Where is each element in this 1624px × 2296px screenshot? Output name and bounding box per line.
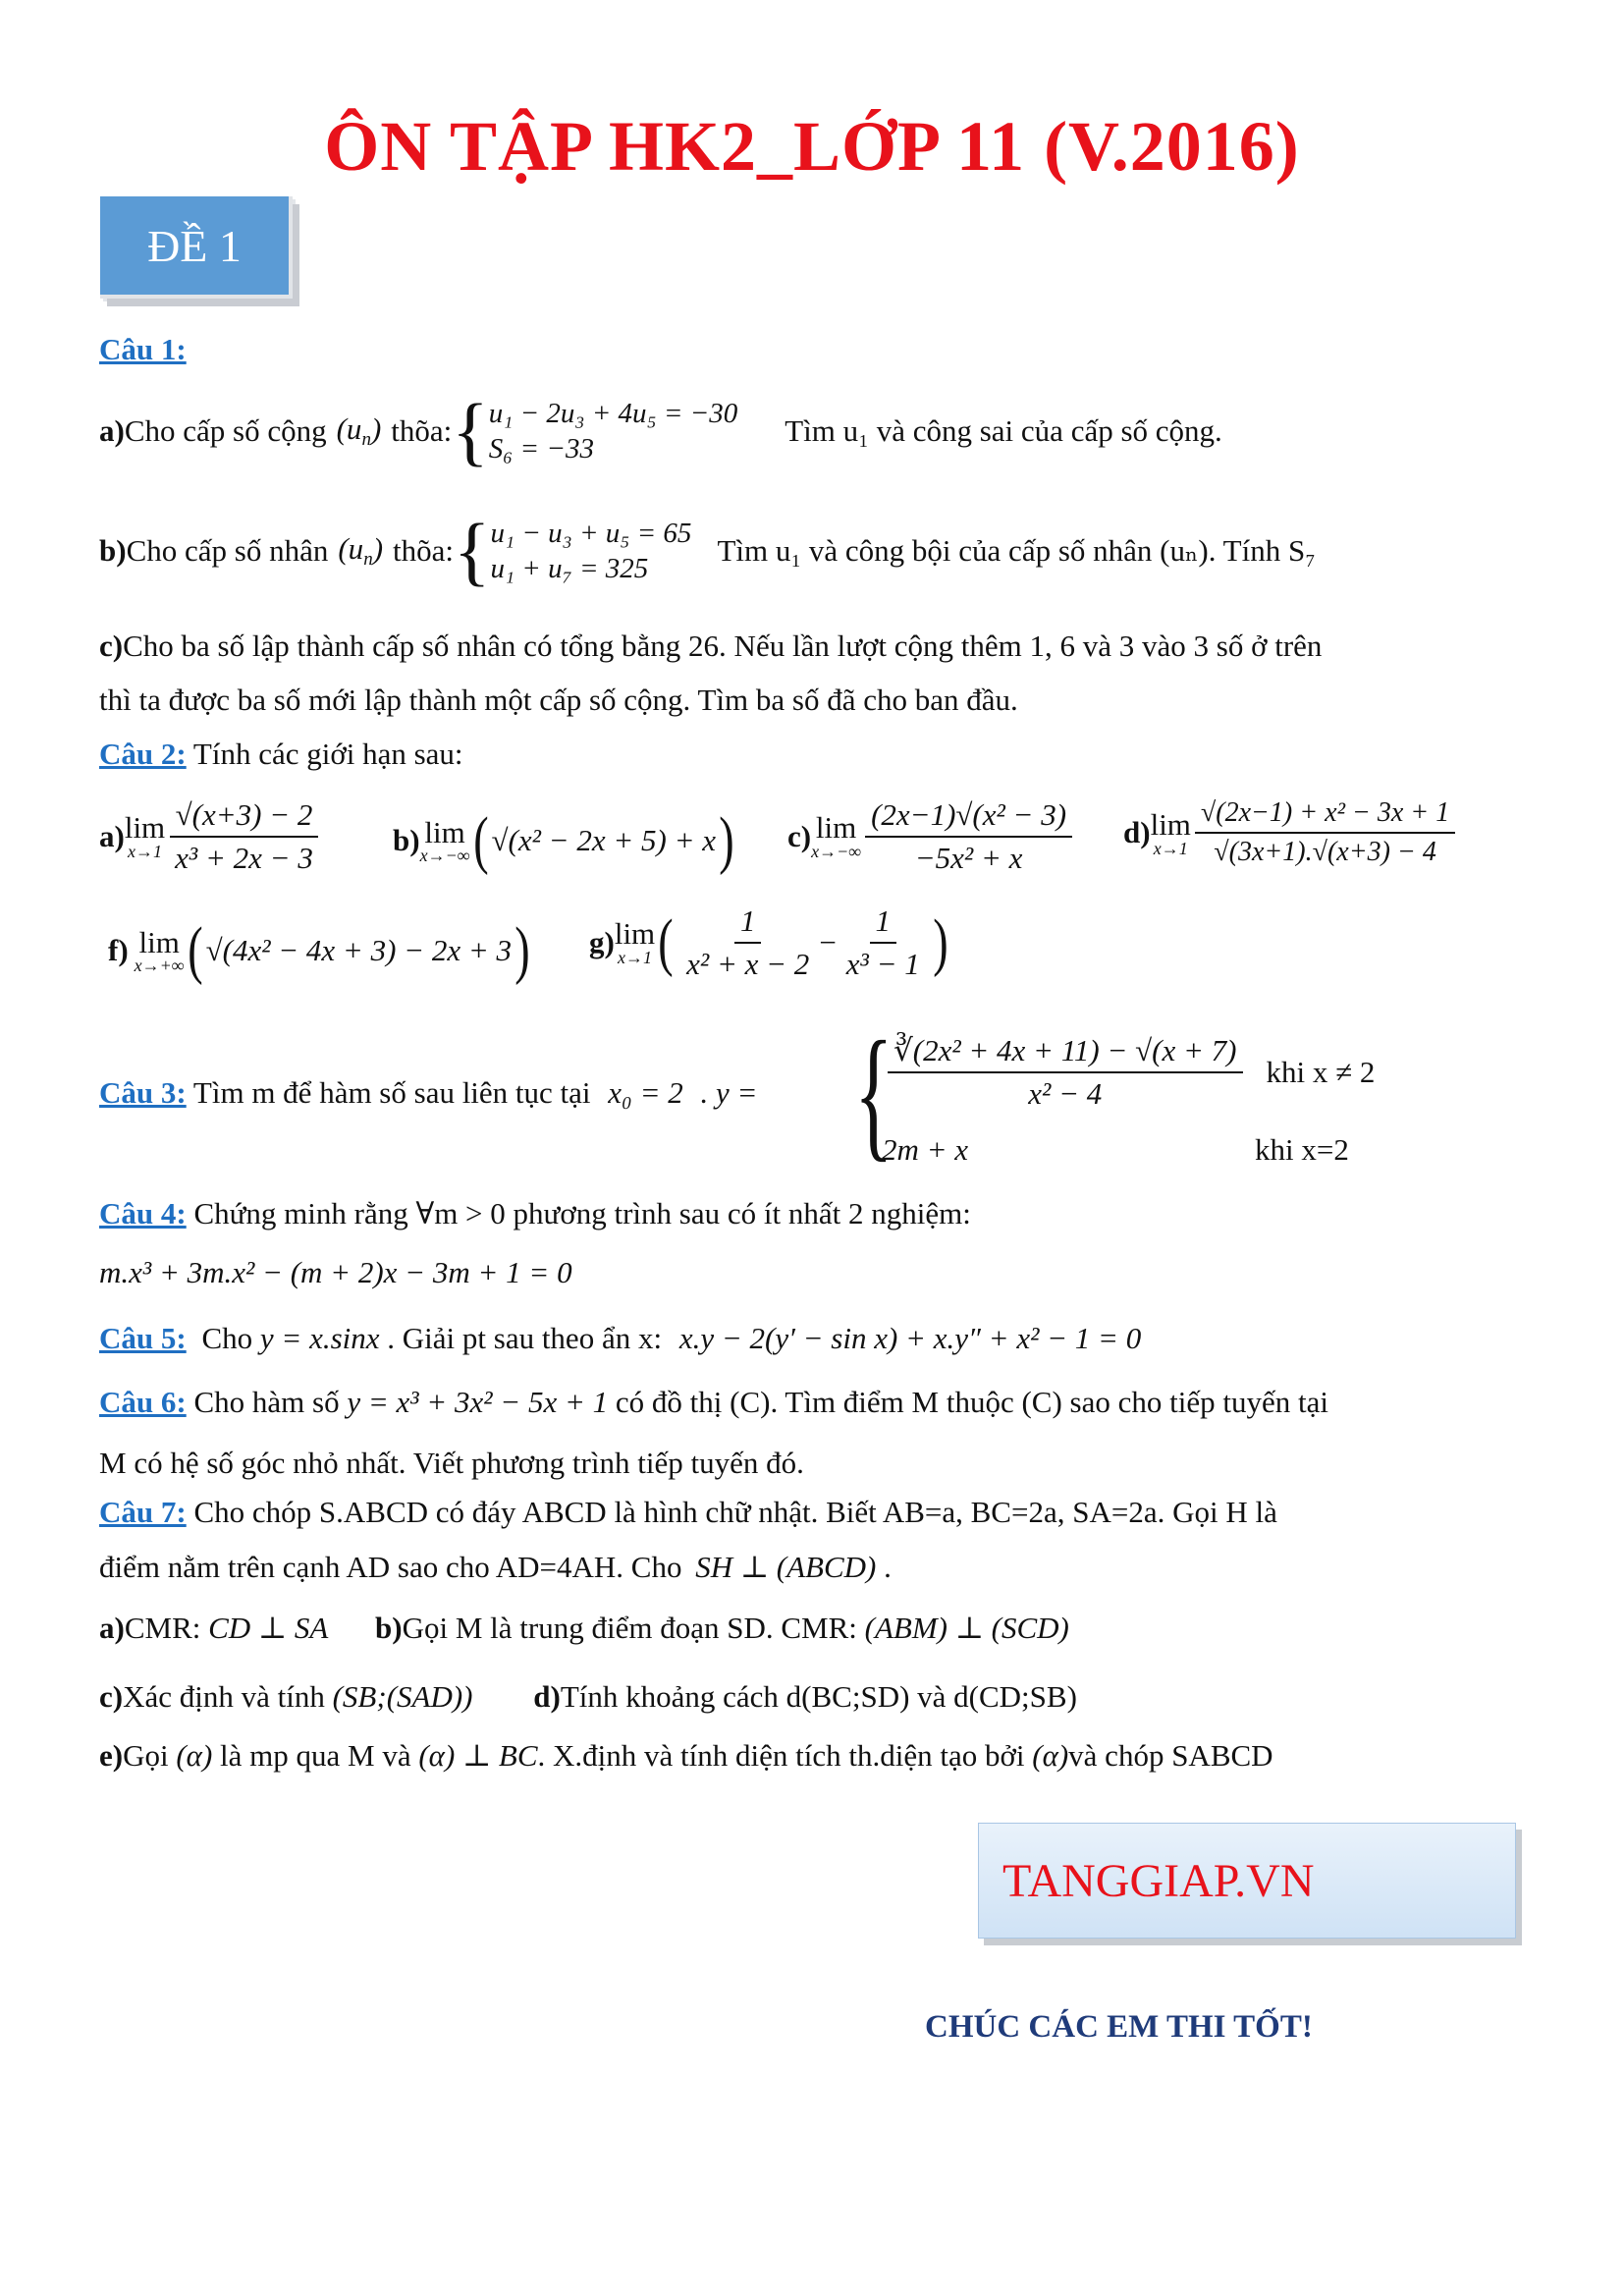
paren-open: ( bbox=[658, 905, 674, 978]
cau7-a-label: a) bbox=[99, 1611, 125, 1645]
cau5-label: Câu 5: bbox=[99, 1321, 187, 1355]
cau6-label: Câu 6: bbox=[99, 1385, 187, 1419]
cau1-label: Câu 1: bbox=[99, 332, 187, 366]
paren-close: ) bbox=[933, 905, 948, 978]
lim-word: lim bbox=[424, 814, 465, 849]
frac-num: (2x−1)√(x² − 3) bbox=[865, 797, 1072, 838]
cau7-cd bbox=[99, 1679, 1077, 1715]
exam-label-box bbox=[100, 196, 293, 299]
frac-num: 1 bbox=[870, 903, 897, 944]
cau1-a-eq2: S₆ = −33 bbox=[488, 433, 594, 465]
cau7-e-alpha: (α) bbox=[176, 1738, 213, 1773]
cau7-e-alpha2: (α) bbox=[1032, 1738, 1069, 1773]
cau2-f-label: f) bbox=[108, 933, 129, 968]
cau7-e-text4: và chóp SABCD bbox=[1068, 1738, 1273, 1773]
paren-close: ) bbox=[719, 804, 734, 876]
cau2-c bbox=[787, 797, 1076, 875]
cau1-b-brace: { bbox=[454, 508, 491, 593]
lim-sub: x→1 bbox=[1153, 838, 1188, 858]
cau7-line2-math: SH ⊥ (ABCD) bbox=[695, 1550, 877, 1584]
cau2-c-label: c) bbox=[787, 818, 812, 853]
cau7-e-text2: là mp qua M và bbox=[220, 1738, 411, 1773]
lim-word: lim bbox=[614, 916, 656, 952]
cau1-c-line2: thì ta được ba số mới lập thành một cấp số cộng. Tìm ba số đã cho ban đầu. bbox=[99, 683, 1018, 717]
cau7-e-text3: . X.định và tính diện tích th.diện tạo bởi bbox=[537, 1738, 1025, 1773]
cau7-e-label: e) bbox=[99, 1738, 124, 1773]
cau2-g bbox=[589, 903, 951, 981]
minus-sign: − bbox=[819, 924, 837, 959]
lim-word: lim bbox=[138, 924, 180, 959]
cau1-b-label: b) bbox=[99, 533, 127, 569]
lim-sub: x→+∞ bbox=[134, 956, 185, 976]
cau7-e bbox=[99, 1738, 1273, 1774]
cau3-case1-cond: khi x ≠ 2 bbox=[1266, 1054, 1376, 1089]
frac-den: x³ − 1 bbox=[845, 946, 920, 981]
cau1-a-eq1: u₁ − 2u₃ + 4u₅ = −30 bbox=[488, 397, 738, 429]
cau3-brace: { bbox=[854, 1011, 893, 1175]
cau3-case1-frac bbox=[888, 1033, 1243, 1111]
cau1-b-seq: $(u_n)$ bbox=[338, 531, 384, 571]
cau7-a-text: CMR: bbox=[124, 1611, 201, 1645]
cau7-c-text: Xác định và tính bbox=[123, 1679, 325, 1714]
cau7-ab bbox=[99, 1611, 1069, 1646]
cau4-label: Câu 4: bbox=[99, 1196, 187, 1230]
cau3-text: Tìm m để hàm số sau liên tục tại bbox=[192, 1075, 591, 1110]
paren-open: ( bbox=[187, 914, 203, 986]
cau6-line2: M có hệ số góc nhỏ nhất. Viết phương trình tiếp tuyến đó. bbox=[99, 1446, 804, 1480]
cau2-d-lim bbox=[1151, 807, 1191, 858]
cau1-a-thoa: thõa: bbox=[391, 413, 453, 449]
cau7-line1 bbox=[99, 1495, 1277, 1530]
lim-sub: x→1 bbox=[618, 948, 652, 968]
lim-sub: x→−∞ bbox=[811, 842, 862, 862]
cau2-a-lim bbox=[125, 810, 165, 861]
cau7-d-text: Tính khoảng cách d(BC;SD) và d(CD;SB) bbox=[560, 1679, 1077, 1714]
cau1-a-find: Tìm u₁ và công sai của cấp số cộng. bbox=[785, 413, 1222, 449]
cau6-func: y = x³ + 3x² − 5x + 1 bbox=[347, 1385, 609, 1419]
cau2-d-label: d) bbox=[1123, 815, 1151, 850]
cau1-a-label: a) bbox=[99, 413, 125, 449]
cau2-g-frac2 bbox=[840, 903, 926, 981]
cau7-e-text1: Gọi bbox=[123, 1738, 169, 1773]
cau2-g-lim bbox=[615, 916, 655, 967]
cau2-label: Câu 2: bbox=[99, 737, 187, 771]
cau1-c-text1: Cho ba số lập thành cấp số nhân có tổng bằng 26. Nếu lần lượt cộng thêm 1, 6 và 3 vào 3 số ở trên bbox=[123, 629, 1323, 663]
cau7-label: Câu 7: bbox=[99, 1495, 187, 1529]
cau2-f-expr: √(4x² − 4x + 3) − 2x + 3 bbox=[205, 933, 513, 968]
cau2-a-label: a) bbox=[99, 818, 125, 853]
cau6-text2: có đồ thị (C). Tìm điểm M thuộc (C) sao cho tiếp tuyến tại bbox=[615, 1385, 1328, 1419]
cau7-b-text: Gọi M là trung điểm đoạn SD. CMR: bbox=[402, 1611, 857, 1645]
cau1-a-brace: { bbox=[452, 388, 489, 473]
cau3-label: Câu 3: bbox=[99, 1075, 187, 1110]
cau7-d-label: d) bbox=[533, 1679, 561, 1714]
lim-sub: x→−∞ bbox=[419, 846, 470, 866]
cau5-text1: Cho bbox=[201, 1321, 253, 1355]
cau2-c-frac bbox=[865, 797, 1072, 875]
cau3-x0: x₀ = 2 bbox=[608, 1075, 683, 1110]
cau1-b-thoa: thõa: bbox=[393, 533, 455, 569]
frac-den: x³ + 2x − 3 bbox=[175, 840, 313, 875]
cau2-f-lim bbox=[135, 925, 185, 976]
cau1-b-find: Tìm u₁ và công bội của cấp số nhân (uₙ). Tính S₇ bbox=[717, 533, 1316, 569]
cau5-line bbox=[99, 1321, 1141, 1356]
frac-den: x² − 4 bbox=[1028, 1075, 1103, 1111]
cau4-line bbox=[99, 1196, 971, 1231]
cau2-heading bbox=[99, 737, 463, 772]
closing-message: CHÚC CÁC EM THI TỐT! bbox=[925, 2009, 1313, 2045]
cau2-d bbox=[1123, 797, 1459, 868]
cau1-a-system bbox=[489, 396, 738, 467]
cau6-line1 bbox=[99, 1385, 1328, 1420]
cau1-b-text: Cho cấp số nhân bbox=[126, 533, 329, 569]
cau5-text2: . Giải pt sau theo ẩn x: bbox=[387, 1321, 663, 1355]
cau1-a-seq: $(u_n)$ bbox=[336, 411, 382, 451]
cau7-c-math: (SB;(SAD)) bbox=[332, 1679, 473, 1714]
cau1-heading bbox=[99, 332, 187, 367]
cau2-c-lim bbox=[811, 810, 861, 861]
cau1-b bbox=[99, 508, 1316, 593]
cau5-func: y = x.sinx bbox=[259, 1321, 380, 1355]
cau7-c-label: c) bbox=[99, 1679, 124, 1714]
cau4-equation: m.x³ + 3m.x² − (m + 2)x − 3m + 1 = 0 bbox=[99, 1255, 572, 1289]
cau1-a bbox=[99, 388, 1222, 473]
cau2-f bbox=[108, 913, 533, 988]
cau3-case2-cond: khi x=2 bbox=[1255, 1132, 1349, 1167]
cau1-b-eq1: u₁ − u₃ + u₅ = 65 bbox=[490, 517, 692, 549]
page-title: ÔN TẬP HK2_LỚP 11 (V.2016) bbox=[324, 107, 1300, 186]
period: . bbox=[884, 1550, 892, 1584]
frac-den: −5x² + x bbox=[914, 840, 1023, 875]
frac-den: x² + x − 2 bbox=[686, 946, 810, 981]
cau1-c-line1 bbox=[99, 629, 1322, 664]
brand-text: TANGGIAP.VN bbox=[1002, 1854, 1315, 1907]
lim-word: lim bbox=[1150, 807, 1191, 843]
frac-num: 1 bbox=[734, 903, 762, 944]
cau3-case2-expr: 2m + x bbox=[882, 1132, 969, 1167]
cau2-b-label: b) bbox=[393, 823, 420, 858]
lim-sub: x→1 bbox=[128, 842, 162, 862]
paren-close: ) bbox=[514, 914, 530, 986]
frac-num: √(2x−1) + x² − 3x + 1 bbox=[1195, 797, 1455, 834]
cau7-line2-text: điểm nằm trên cạnh AD sao cho AD=4AH. Cho bbox=[99, 1550, 682, 1584]
cau7-text1: Cho chóp S.ABCD có đáy ABCD là hình chữ nhật. Biết AB=a, BC=2a, SA=2a. Gọi H là bbox=[193, 1495, 1277, 1529]
cau2-b-expr: √(x² − 2x + 5) + x bbox=[491, 823, 717, 858]
cau7-b-label: b) bbox=[375, 1611, 403, 1645]
lim-word: lim bbox=[124, 810, 166, 846]
cau2-a-frac bbox=[169, 797, 319, 875]
cau4-text: Chứng minh rằng ∀m > 0 phương trình sau có ít nhất 2 nghiệm: bbox=[193, 1196, 971, 1230]
cau2-g-frac1 bbox=[680, 903, 815, 981]
cau2-a bbox=[99, 797, 323, 875]
cau7-line2 bbox=[99, 1550, 892, 1585]
cau7-b-math: (ABM) ⊥ (SCD) bbox=[864, 1611, 1069, 1645]
cau2-d-frac bbox=[1195, 797, 1455, 868]
brand-box bbox=[978, 1823, 1516, 1939]
cau7-a-math: CD ⊥ SA bbox=[208, 1611, 329, 1645]
frac-num: √(x+3) − 2 bbox=[170, 797, 319, 838]
cau3-text-line bbox=[99, 1075, 757, 1111]
cau2-g-label: g) bbox=[589, 924, 615, 959]
cau2-text: Tính các giới hạn sau: bbox=[192, 737, 463, 771]
cau1-b-system bbox=[490, 516, 691, 587]
cau2-b-lim bbox=[420, 815, 470, 866]
cau3-case1 bbox=[884, 1033, 1375, 1111]
frac-num: ∛(2x² + 4x + 11) − √(x + 7) bbox=[888, 1033, 1243, 1073]
cau1-c-label: c) bbox=[99, 629, 124, 663]
cau1-a-text: Cho cấp số cộng bbox=[124, 413, 327, 449]
cau2-b bbox=[393, 803, 737, 878]
cau5-equation: x.y − 2(y′ − sin x) + x.y″ + x² − 1 = 0 bbox=[678, 1321, 1142, 1355]
exam-label: ĐỀ 1 bbox=[147, 220, 242, 271]
cau3-y-eq: . y = bbox=[700, 1075, 758, 1110]
cau6-text1: Cho hàm số bbox=[193, 1385, 340, 1419]
lim-word: lim bbox=[815, 810, 857, 846]
cau1-b-eq2: u₁ + u₇ = 325 bbox=[490, 553, 649, 584]
cau7-e-math: (α) ⊥ BC bbox=[418, 1738, 538, 1773]
frac-den: √(3x+1).√(x+3) − 4 bbox=[1214, 837, 1436, 868]
paren-open: ( bbox=[472, 804, 489, 876]
